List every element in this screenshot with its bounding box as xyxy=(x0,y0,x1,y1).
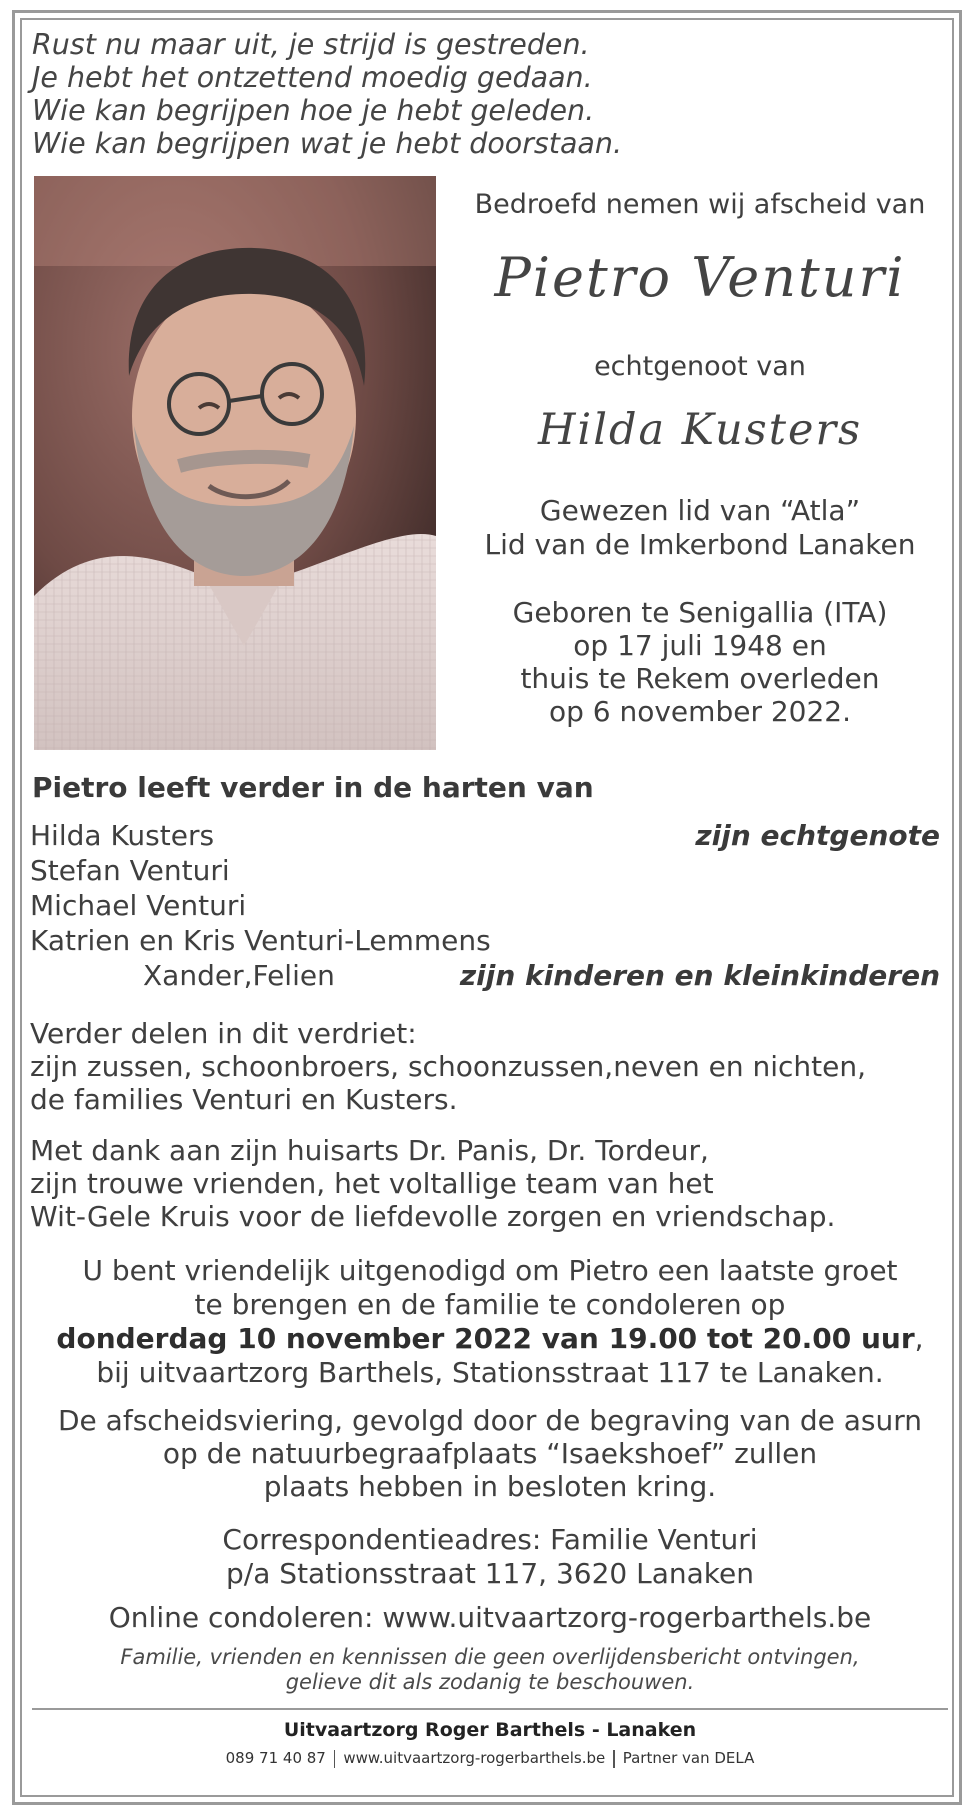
survivor-role: zijn kinderen en kleinkinderen xyxy=(459,959,940,992)
poem-line: Wie kan begrijpen hoe je hebt geleden. xyxy=(32,94,595,127)
text-line: p/a Stationsstraat 117, 3620 Lanaken xyxy=(226,1557,754,1590)
poem-line: Rust nu maar uit, je strijd is gestreden. xyxy=(32,28,590,61)
text-line: Online condoleren: www.uitvaartzorg-rogerbarthels.be xyxy=(108,1601,872,1634)
portrait-photo xyxy=(34,176,436,750)
text-line: U bent vriendelijk uitgenodigd om Pietro een laatste groet xyxy=(82,1254,898,1287)
footer-website: www.uitvaartzorg-rogerbarthels.be xyxy=(343,1749,606,1767)
survivor-name: Katrien en Kris Venturi-Lemmens xyxy=(30,924,491,957)
text-line: Correspondentieadres: Familie Venturi xyxy=(222,1523,758,1556)
list-item xyxy=(30,958,940,993)
text-line: Familie, vrienden en kennissen die geen overlijdensbericht ontvingen, xyxy=(120,1645,860,1669)
correspondence xyxy=(20,1523,960,1591)
date-suffix: , xyxy=(914,1322,924,1355)
deceased-name: Pietro Venturi xyxy=(494,246,906,309)
footer-divider xyxy=(32,1708,948,1710)
spouse-intro: echtgenoot van xyxy=(594,351,806,382)
text-line: Wit-Gele Kruis voor de liefdevolle zorgen en vriendschap. xyxy=(30,1200,836,1233)
invitation-date xyxy=(20,1322,960,1356)
spouse-name: Hilda Kusters xyxy=(537,405,863,455)
grief-shared xyxy=(30,1017,950,1116)
text-line: Met dank aan zijn huisarts Dr. Panis, Dr. Tordeur, xyxy=(30,1134,709,1167)
text-line: de families Venturi en Kusters. xyxy=(30,1083,458,1116)
list-item xyxy=(30,853,940,888)
birth-death-line: op 17 juli 1948 en xyxy=(573,629,827,662)
survivor-name: Stefan Venturi xyxy=(30,854,230,887)
survivor-name: Hilda Kusters xyxy=(30,819,215,852)
footer-phone: 089 71 40 87 xyxy=(225,1749,326,1767)
footer-partner: Partner van DELA xyxy=(622,1749,755,1767)
separator xyxy=(334,1750,336,1768)
text-line: zijn zussen, schoonbroers, schoonzussen,neven en nichten, xyxy=(30,1050,866,1083)
survivors-list xyxy=(30,818,940,993)
text-line: op de natuurbegraafplaats “Isaekshoef” zullen xyxy=(162,1437,818,1470)
footer-contacts xyxy=(20,1747,960,1769)
announcement xyxy=(440,188,960,728)
portrait-photo-icon xyxy=(34,176,436,750)
text-line: De afscheidsviering, gevolgd door de begraving van de asurn xyxy=(57,1404,922,1437)
invitation xyxy=(20,1254,960,1390)
text-line: zijn trouwe vrienden, het voltallige team van het xyxy=(30,1167,714,1200)
list-item xyxy=(30,888,940,923)
poem xyxy=(32,28,932,160)
text-line: te brengen en de familie te condoleren op xyxy=(194,1288,786,1321)
poem-line: Je hebt het ontzettend moedig gedaan. xyxy=(32,61,593,94)
text-line: bij uitvaartzorg Barthels, Stationsstraat 117 te Lanaken. xyxy=(96,1356,884,1389)
thanks xyxy=(30,1134,950,1233)
birth-death-line: op 6 november 2022. xyxy=(548,695,852,728)
survivor-role: zijn echtgenote xyxy=(695,819,940,852)
survivor-name: Michael Venturi xyxy=(30,889,247,922)
separator xyxy=(613,1750,615,1768)
list-item xyxy=(30,923,940,958)
announcement-intro: Bedroefd nemen wij afscheid van xyxy=(474,189,926,220)
date-bold: donderdag 10 november 2022 van 19.00 tot 20.00 uur xyxy=(56,1322,915,1355)
footer-title: Uitvaartzorg Roger Barthels - Lanaken xyxy=(283,1719,697,1741)
grandchildren-names: Xander,Felien xyxy=(143,959,335,992)
birth-death xyxy=(440,596,960,728)
memberships xyxy=(440,494,960,562)
text-line: gelieve dit als zodanig te beschouwen. xyxy=(285,1670,695,1694)
ceremony xyxy=(20,1404,960,1503)
birth-death-line: thuis te Rekem overleden xyxy=(520,662,880,695)
text-line: Verder delen in dit verdriet: xyxy=(30,1017,417,1050)
list-item xyxy=(30,818,940,853)
footnote xyxy=(20,1645,960,1695)
survivors-heading: Pietro leeft verder in de harten van xyxy=(32,771,594,804)
membership-line: Lid van de Imkerbond Lanaken xyxy=(484,528,916,561)
poem-line: Wie kan begrijpen wat je hebt doorstaan. xyxy=(32,127,622,160)
birth-death-line: Geboren te Senigallia (ITA) xyxy=(512,596,888,629)
text-line: plaats hebben in besloten kring. xyxy=(263,1470,717,1503)
online-condolence xyxy=(20,1601,960,1635)
membership-line: Gewezen lid van “Atla” xyxy=(539,494,861,527)
